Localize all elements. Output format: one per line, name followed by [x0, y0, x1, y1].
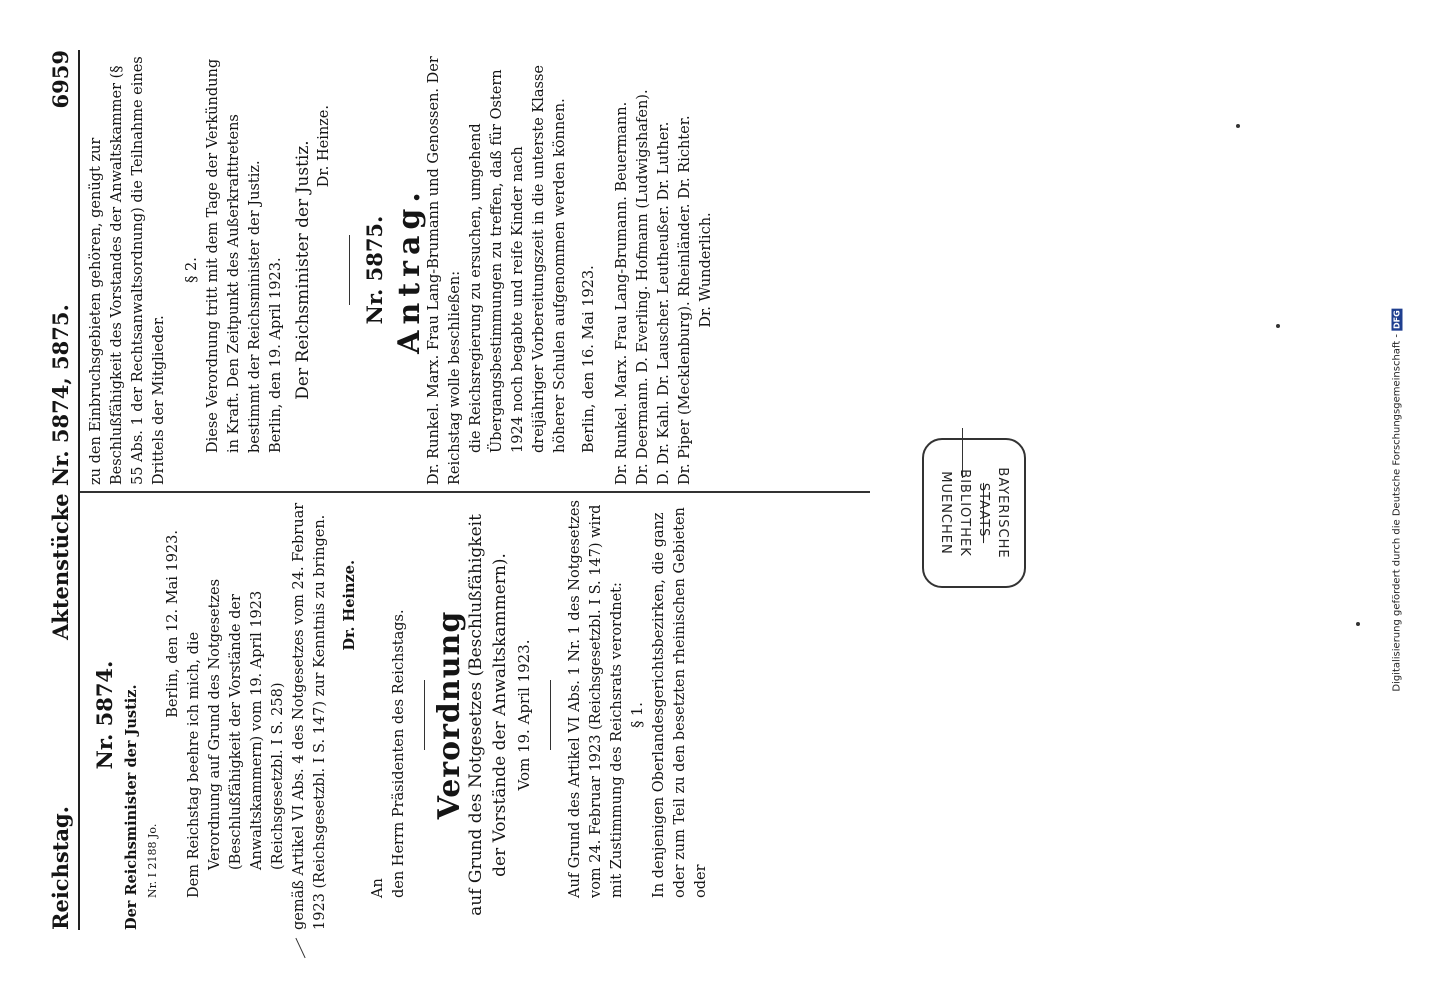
- stamp-line-2: STAATS-: [976, 482, 991, 544]
- decree-place-date: Berlin, den 19. April 1923.: [268, 257, 284, 453]
- signatory-line: Dr. Deermann. D. Everling. Hofmann (Ludwigshafen).: [635, 89, 651, 485]
- file-reference: Nr. I 2188 Jo.: [146, 823, 159, 898]
- sender: Der Reichsminister der Justiz.: [123, 684, 140, 930]
- scan-speck: [1356, 622, 1360, 626]
- library-stamp-text: [936, 467, 1012, 558]
- left-column: [86, 500, 712, 930]
- signatory-line: Dr. Wunderlich.: [698, 212, 714, 328]
- signatory-line: Dr. Runkel. Marx. Frau Lang-Brumann. Beuermann.: [614, 101, 630, 485]
- letter-body-indented: Verordnung auf Grund des Notgesetzes (Beschlußfähigkeit der Vorstände der Anwaltskammern) vom 19. April 1923 (Reichsgesetzbl. I S. 258): [207, 578, 286, 870]
- section-1-heading: § 1.: [630, 702, 646, 728]
- library-stamp: [922, 438, 1026, 588]
- motion-intro: Dr. Runkel. Marx. Frau Lang-Brumann und Genossen. Der Reichstag wolle beschließen:: [426, 56, 463, 485]
- header-center: Aktenstücke Nr. 5874, 5875.: [48, 304, 73, 640]
- decree-subtitle: auf Grund des Notgesetzes (Beschlußfähigkeit der Vorstände der Anwaltskammern).: [466, 514, 510, 916]
- motion-title: Antrag.: [392, 186, 427, 354]
- stamp-line-4: MUENCHEN: [938, 471, 953, 555]
- separator-rule: [424, 680, 425, 750]
- motion-text: die Reichsregierung zu ersuchen, umgehend Übergangsbestimmungen zu treffen, daß für Ostern 1924 noch begabte und reife Kinder nach dreijähriger Vorbereitungszeit in die unterste Klasse höherer Schulen aufgenommen werden können.: [468, 65, 568, 453]
- right-column: [86, 55, 717, 485]
- digitization-note: [1392, 308, 1403, 691]
- minister-title: Der Reichsminister der Justiz.: [293, 140, 313, 400]
- header-left: Reichstag.: [48, 806, 73, 930]
- addressee: den Herrn Präsidenten des Reichstags.: [391, 609, 407, 898]
- decree-title: Verordnung: [432, 610, 467, 820]
- section-1-continuation: zu den Einbruchsgebieten gehören, genügt zur Beschlußfähigkeit des Vorstandes der Anwaltskammer (§ 55 Abs. 1 der Rechtsanwaltsordnung) die Teilnahme eines Drittels der Mitglieder.: [88, 56, 167, 485]
- page-header: [42, 50, 80, 930]
- minister-name: Dr. Heinze.: [316, 105, 332, 188]
- decree-intro: Auf Grund des Artikel VI Abs. 1 Nr. 1 des Notgesetzes vom 24. Februar 1923 (Reichsgesetzbl. I S. 147) wird mit Zustimmung des Reichsrats verordnet:: [567, 500, 625, 898]
- addressee-an: An: [370, 878, 386, 898]
- signatory-line: Dr. Piper (Mecklenburg). Rheinländer. Dr. Richter.: [677, 115, 693, 485]
- section-2-heading: § 2.: [184, 257, 200, 283]
- signatory-list: [612, 55, 717, 485]
- section-2-text: Diese Verordnung tritt mit dem Tage der Verkündung in Kraft. Den Zeitpunkt des Außerkrafttretens bestimmt der Reichsminister der Justiz.: [205, 58, 263, 453]
- dfg-logo: DFG: [1392, 310, 1402, 330]
- stamp-line-1: BAYERISCHE: [995, 467, 1010, 559]
- decree-date: Vom 19. April 1923.: [515, 639, 533, 791]
- digitization-note-text: Digitalisierung gefördert durch die Deutsche Forschungsgemeinschaft -: [1391, 334, 1403, 692]
- column-divider: [80, 491, 870, 493]
- signatory-line: D. Dr. Kahl. Dr. Lauscher. Leutheußer. Dr. Luther.: [656, 121, 672, 485]
- letter-signature: Dr. Heinze.: [341, 560, 358, 651]
- separator-rule: [349, 235, 350, 305]
- separator-rule: [550, 680, 551, 750]
- scan-speck: [1276, 324, 1280, 328]
- letter-opening: Dem Reichstag beehre ich mich, die: [186, 631, 202, 898]
- doc-number-5875: Nr. 5875.: [362, 215, 387, 325]
- section-1-text: In denjenigen Oberlandesgerichtsbezirken, die ganz oder zum Teil zu den besetzten rheinischen Gebieten oder: [651, 507, 709, 898]
- doc-number-5874: Nr. 5874.: [92, 660, 117, 770]
- page-number: 6959: [48, 50, 73, 109]
- scanned-page: [20, 0, 900, 990]
- motion-date: Berlin, den 16. Mai 1923.: [581, 265, 597, 453]
- letter-body: gemäß Artikel VI Abs. 4 des Notgesetzes vom 24. Februar 1923 (Reichsgesetzbl. I S. 147) zur Kenntnis zu bringen.: [291, 502, 328, 930]
- scan-speck: [1236, 124, 1240, 128]
- stamp-line-3: BIBLIOTHEK: [957, 469, 972, 557]
- letter-date: Berlin, den 12. Mai 1923.: [165, 530, 181, 718]
